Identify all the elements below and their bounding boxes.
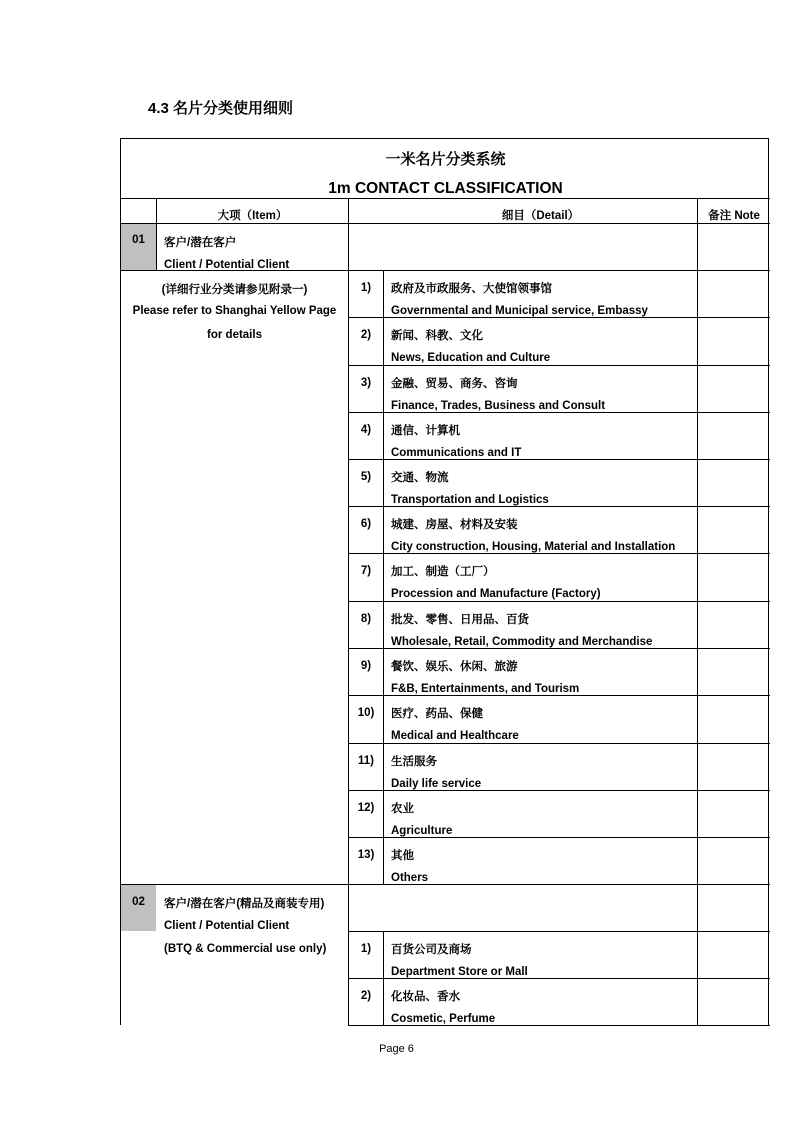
row-label-cn: 批发、零售、日用品、百货 xyxy=(391,614,529,626)
page-footer: Page 6 xyxy=(379,1043,414,1055)
row-label-en: Finance, Trades, Business and Consult xyxy=(391,400,606,412)
row-number: 1) xyxy=(360,282,372,294)
group1-code-cell xyxy=(121,224,156,270)
row-label-en: Department Store or Mall xyxy=(391,966,528,978)
row-label-cn: 农业 xyxy=(391,803,414,815)
row-rule xyxy=(348,837,770,838)
row-rule xyxy=(348,931,770,932)
section-heading: 4.3 名片分类使用细则 xyxy=(148,100,294,117)
row-label-en: Cosmetic, Perfume xyxy=(391,1013,496,1025)
row-rule xyxy=(348,648,770,649)
header-detail: 细目（Detail） xyxy=(501,210,580,222)
row-number: 8) xyxy=(360,613,372,625)
group1-desc-cn: (详细行业分类请参见附录一) xyxy=(161,284,308,296)
row-label-en: Agriculture xyxy=(391,825,453,837)
row-label-cn: 百货公司及商场 xyxy=(391,944,472,956)
row-rule xyxy=(348,365,770,366)
row-rule xyxy=(348,601,770,602)
row-label-cn: 其他 xyxy=(391,850,414,862)
table-title-cn: 一米名片分类系统 xyxy=(385,151,506,168)
row-label-cn: 餐饮、娱乐、休闲、旅游 xyxy=(391,661,518,673)
row-label-cn: 生活服务 xyxy=(391,756,437,768)
row-number: 2) xyxy=(360,990,372,1002)
group1-desc-en-1: Please refer to Shanghai Yellow Page xyxy=(132,305,337,317)
row-label-en: Others xyxy=(391,872,429,884)
group1-code: 01 xyxy=(132,234,145,246)
group2-name-en: Client / Potential Client xyxy=(164,920,290,932)
row-rule xyxy=(348,412,770,413)
table-bottom-rule xyxy=(348,1025,770,1026)
row-number: 7) xyxy=(360,565,372,577)
row-label-en: Procession and Manufacture (Factory) xyxy=(391,588,601,600)
row-label-cn: 交通、物流 xyxy=(391,472,449,484)
row-rule xyxy=(348,553,770,554)
group1-name-en: Client / Potential Client xyxy=(164,259,290,271)
row-number: 12) xyxy=(357,802,375,814)
row-number: 5) xyxy=(360,471,372,483)
row-rule xyxy=(348,978,770,979)
row-label-cn: 化妆品、香水 xyxy=(391,991,460,1003)
row-label-cn: 城建、房屋、材料及安装 xyxy=(391,519,518,531)
row-number: 9) xyxy=(360,660,372,672)
row-label-en: Wholesale, Retail, Commodity and Merchandise xyxy=(391,636,653,648)
group2-top-rule xyxy=(121,884,770,885)
row-label-en: Communications and IT xyxy=(391,447,522,459)
num-column-rule-1 xyxy=(383,270,384,884)
row-label-en: Governmental and Municipal service, Embassy xyxy=(391,305,648,317)
row-label-en: Transportation and Logistics xyxy=(391,494,549,506)
group1-desc-en-2: for details xyxy=(207,329,262,341)
row-rule xyxy=(348,790,770,791)
table-title-en: 1m CONTACT CLASSIFICATION xyxy=(328,180,563,197)
row-number: 11) xyxy=(358,755,374,767)
row-label-en: News, Education and Culture xyxy=(391,352,551,364)
row-label-cn: 加工、制造（工厂） xyxy=(391,566,495,578)
row-rule xyxy=(348,695,770,696)
row-number: 2) xyxy=(360,329,372,341)
group1-name-cn: 客户/潜在客户 xyxy=(164,237,237,249)
row-label-cn: 新闻、科教、文化 xyxy=(391,330,483,342)
row-number: 13) xyxy=(357,849,375,861)
row-label-cn: 金融、贸易、商务、咨询 xyxy=(391,378,518,390)
header-item: 大项（Item） xyxy=(217,210,288,222)
row-label-cn: 医疗、药品、保健 xyxy=(391,708,483,720)
classification-table xyxy=(120,138,769,1025)
header-note: 备注 Note xyxy=(708,210,760,222)
row-label-cn: 通信、计算机 xyxy=(391,425,460,437)
row-number: 10) xyxy=(357,707,375,719)
row-label-en: City construction, Housing, Material and Installation xyxy=(391,541,676,553)
group2-code-cell xyxy=(121,885,156,931)
row-rule xyxy=(348,743,770,744)
row-number: 1) xyxy=(360,943,372,955)
group2-desc-en: (BTQ & Commercial use only) xyxy=(164,943,327,955)
row-label-en: Daily life service xyxy=(391,778,482,790)
row-number: 6) xyxy=(360,518,372,530)
title-bottom-rule xyxy=(121,198,770,199)
row-label-en: F&B, Entertainments, and Tourism xyxy=(391,683,580,695)
row-label-cn: 政府及市政服务、大使馆领事馆 xyxy=(391,283,552,295)
row-rule xyxy=(348,317,770,318)
row-number: 3) xyxy=(360,377,372,389)
group2-code: 02 xyxy=(132,896,145,908)
note-column-rule xyxy=(697,198,698,1026)
row-label-en: Medical and Healthcare xyxy=(391,730,519,742)
header-bottom-rule xyxy=(121,223,770,224)
row-rule xyxy=(348,506,770,507)
group2-name-cn: 客户/潜在客户(精品及商装专用) xyxy=(164,898,325,910)
row-rule xyxy=(348,459,770,460)
item-column-rule xyxy=(348,198,349,1026)
row-number: 4) xyxy=(360,424,372,436)
